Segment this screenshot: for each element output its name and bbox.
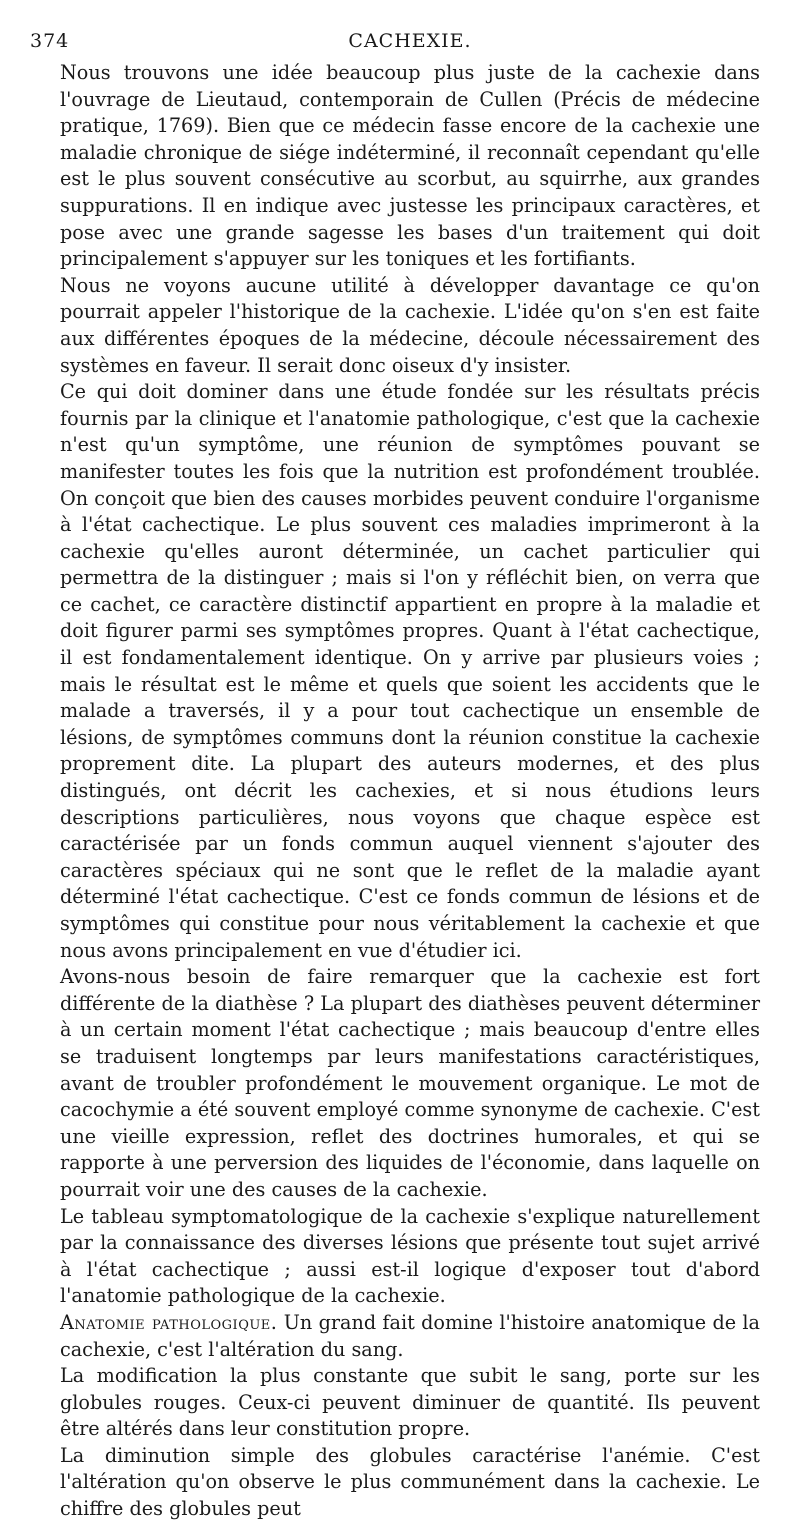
paragraph-tableau <box>60 1204 760 1310</box>
paragraph-globules <box>60 1363 760 1443</box>
paragraph-anatomie <box>60 1310 760 1363</box>
paragraph-text: Le tableau symptomatologique de la cachexie s'explique naturellement par la connaissance des diverses lésions que présente tout sujet arrivé à l'état cachectique ; aussi est-il logique d'exposer tout d'abord l'anatomie pathologique de la cachexie. <box>60 1204 760 1308</box>
paragraph-lieutaud <box>60 60 760 273</box>
paragraph-text: Ce qui doit dominer dans une étude fondée sur les résultats précis fournis par la clinique et l'anatomie pathologique, c'est que la cachexie n'est qu'un symptôme, une réunion de symptômes pouvant se manifester toutes les fois que la nutrition est profondément troublée. On conçoit que bien des causes morbides peuvent conduire l'organisme à l'état cachectique. Le plus souvent ces maladies imprimeront à la cachexie qu'elles auront déterminée, un cachet particulier qui permettra de la distinguer ; mais si l'on y réfléchit bien, on verra que ce cachet, ce caractère distinctif appartient en propre à la maladie et doit figurer parmi ses symptômes propres. Quant à l'état cachectique, il est fondamentalement identique. On y arrive par plusieurs voies ; mais le résultat est le même et quels que soient les accidents que le malade a traversés, il y a pour tout cachectique un ensemble de lésions, de symptômes communs dont la réunion constitue la cachexie proprement dite. La plupart des auteurs modernes, et des plus distingués, ont décrit les cachexies, et si nous étudions leurs descriptions particulières, nous voyons que chaque espèce est caractérisée par un fonds commun auquel viennent s'ajouter des caractères spéciaux qui ne sont que le reflet de la maladie ayant déterminé l'état cachectique. C'est ce fonds commun de lésions et de symptômes qui constitue pour nous véritablement la cachexie et que nous avons principalement en vue d'étudier ici. <box>60 380 760 962</box>
paragraph-text: La modification la plus constante que subit le sang, porte sur les globules rouges. Ceux-ci peuvent diminuer de quantité. Ils peuvent être altérés dans leur constitution propre. <box>60 1364 760 1441</box>
paragraph-historique <box>60 273 760 379</box>
paragraph-text: Un grand fait domine l'histoire anatomique de la cachexie, c'est l'altération du sang. <box>60 1310 760 1361</box>
paragraph-text: La diminution simple des globules caractérise l'anémie. C'est l'altération qu'on observe le plus communément dans la cachexie. Le chiffre des globules peut <box>60 1443 760 1521</box>
paragraph-anemie <box>60 1443 760 1523</box>
page-number: 374 <box>30 30 70 52</box>
paragraph-diathese <box>60 964 760 1203</box>
paragraph-text: Avons-nous besoin de faire remarquer que la cachexie est fort différente de la diathèse ? La plupart des diathèses peuvent déterminer à un certain moment l'état cachectique ; mais beaucoup d'entre elles se traduisent longtemps par leurs manifestations caractéristiques, avant de troubler profondément le mouvement organique. Le mot de cacochymie a été souvent employé comme synonyme de cachexie. C'est une vieille expression, reflet des doctrines humorales, et qui se rapporte à une perversion des liquides de l'économie, dans laquelle on pourrait voir une des causes de la cachexie. <box>60 965 760 1201</box>
section-heading: Anatomie pathologique. <box>60 1310 278 1334</box>
running-title: CACHEXIE. <box>348 30 472 52</box>
running-head <box>30 20 760 60</box>
paragraph-text: Nous ne voyons aucune utilité à développer davantage ce qu'on pourrait appeler l'historique de la cachexie. L'idée qu'on s'en est faite aux différentes époques de la médecine, découle nécessairement des systèmes en faveur. Il serait donc oiseux d'y insister. <box>60 273 760 377</box>
paragraph-definition <box>60 379 760 964</box>
body-text <box>60 60 760 1523</box>
paragraph-text: Nous trouvons une idée beaucoup plus juste de la cachexie dans l'ouvrage de Lieutaud, contemporain de Cullen (Précis de médecine pratique, 1769). Bien que ce médecin fasse encore de la cachexie une maladie chronique de siége indéterminé, il reconnaît cependant qu'elle est le plus souvent consécutive au scorbut, au squirrhe, aux grandes suppurations. Il en indique avec justesse les principaux caractères, et pose avec une grande sagesse les bases d'un traitement qui doit principalement s'appuyer sur les toniques et les fortifiants. <box>60 61 760 271</box>
